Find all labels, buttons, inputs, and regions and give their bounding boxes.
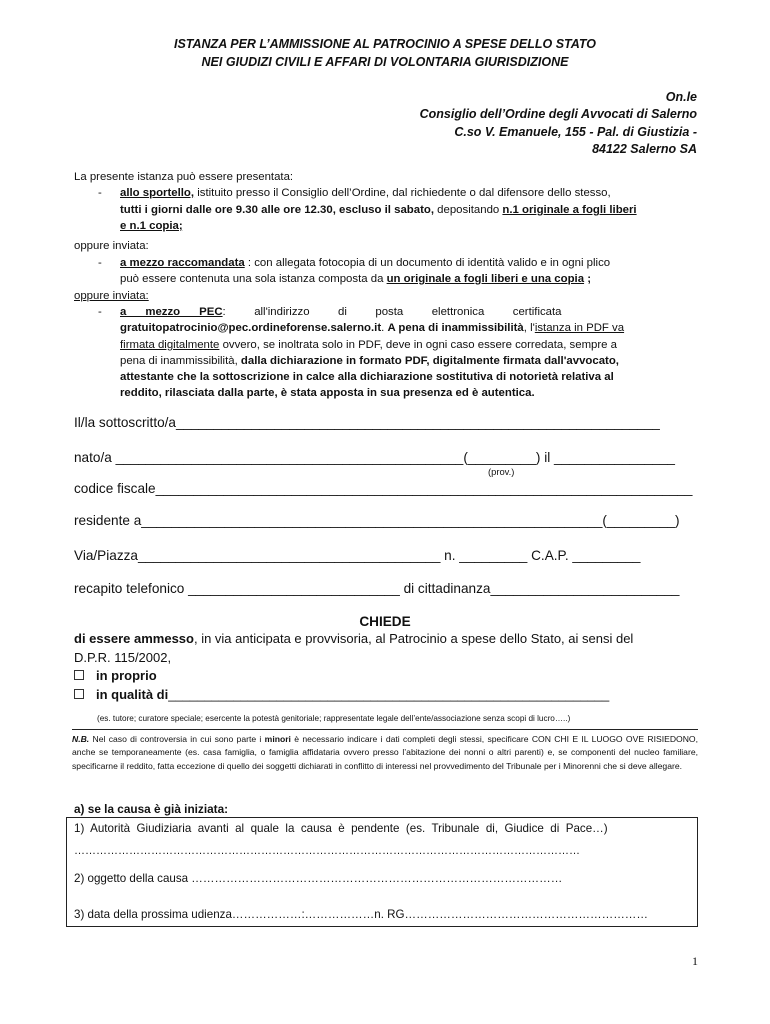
pec-line3: firmata digitalmente ovvero, se inoltrata solo in PDF, deve in ogni caso essere corredata, sempre a: [120, 339, 618, 351]
field-residente[interactable]: residente a_____________________________________________________________(_________): [74, 513, 680, 528]
nb-note: N.B. Nel caso di controversia in cui sono parte i minori è necessario indicare i dati completi degli stessi, specificare CON CHI E IL LUOGO OVE RISIEDONO, anche se temporaneamente (es. casa famiglia, o famiglia affidataria ovvero presso l’abitazione dei nonni o altri parenti) e, se componenti del nucleo familiare, specificarne il reddito, fatta eccezione di quello dei soggetti dichiarati in conflitto di interessi nel provvedimento del Tribunale per i Minorenni che si deve allegare.: [72, 734, 698, 771]
section-a-row1[interactable]: 1) Autorità Giudiziaria avanti al quale la causa è pendente (es. Tribunale di, Giudice di Pace…): [74, 822, 608, 835]
pec-line6: reddito, rilasciata dalla parte, è stata apposta in sua presenza ed è autentica.: [120, 387, 535, 399]
prov-label: (prov.): [488, 466, 515, 477]
pec-line1: a mezzo PEC: all'indirizzo di posta elettronica certificata: [120, 306, 562, 318]
chiede-lead-line2: D.P.R. 115/2002,: [74, 650, 172, 665]
pec-line5: attestante che la sottoscrizione in calce alla dichiarazione sostitutiva di notorietà relativa al: [120, 371, 614, 383]
checkbox-in-qualita[interactable]: [74, 689, 84, 699]
chiede-heading: CHIEDE: [359, 614, 411, 629]
section-a-row1-dots[interactable]: …………………………………………………………………………………………………………………………: [74, 845, 580, 857]
pec-line2: gratuitopatrocinio@pec.ordineforense.salerno.it. A pena di inammissibilità, l'istanza in PDF va: [120, 322, 625, 334]
intro-lead: La presente istanza può essere presentata:: [74, 171, 294, 183]
addressee-line1: On.le: [665, 90, 697, 104]
page-number: 1: [692, 954, 698, 968]
bullet-dash: -: [98, 306, 102, 318]
field-recapito[interactable]: recapito telefonico ____________________________ di cittadinanza_________________________: [74, 581, 680, 596]
field-codice-fiscale[interactable]: codice fiscale_______________________________________________________________________: [74, 481, 693, 496]
bullet-dash: -: [98, 187, 102, 199]
oppure-inviata-1: oppure inviata:: [74, 240, 149, 252]
sportello-line1: allo sportello, istituito presso il Consiglio dell’Ordine, dal richiedente o dal difensore dello stesso,: [120, 187, 611, 199]
field-via-piazza[interactable]: Via/Piazza________________________________________ n. _________ C.A.P. _________: [74, 548, 641, 563]
checkbox-in-proprio[interactable]: [74, 670, 84, 680]
addressee-line2: Consiglio dell’Ordine degli Avvocati di Salerno: [419, 107, 697, 121]
section-a-heading: a) se la causa è già iniziata:: [74, 802, 229, 816]
sportello-line3: e n.1 copia;: [120, 220, 183, 232]
raccomandata-line1: a mezzo raccomandata : con allegata fotocopia di un documento di identità valido e in ogni plico: [120, 257, 611, 269]
option-in-proprio[interactable]: in proprio: [74, 668, 157, 683]
document-title-line2: NEI GIUDIZI CIVILI E AFFARI DI VOLONTARIA GIURISDIZIONE: [201, 55, 569, 69]
pec-line4: pena di inammissibilità, dalla dichiarazione in formato PDF, digitalmente firmata dall'avvocato,: [120, 355, 619, 367]
oppure-inviata-2: oppure inviata:: [74, 290, 149, 302]
raccomandata-line2: può essere contenuta una sola istanza composta da un originale a fogli liberi e una copia ;: [120, 273, 592, 285]
section-a-top-line: [66, 817, 698, 818]
option-in-qualita[interactable]: in qualità di_____________________________________________________________: [74, 687, 609, 702]
sportello-line2: tutti i giorni dalle ore 9.30 alle ore 12.30, escluso il sabato, depositando n.1 originale a fogli liberi: [120, 204, 637, 216]
addressee-line4: 84122 Salerno SA: [592, 142, 697, 156]
field-sottoscritto[interactable]: Il/la sottoscritto/a________________________________________________________________: [74, 415, 660, 430]
document-title-line1: ISTANZA PER L’AMMISSIONE AL PATROCINIO A SPESE DELLO STATO: [173, 37, 596, 51]
field-nato[interactable]: nato/a ______________________________________________(_________) il ________________: [74, 450, 675, 465]
addressee-line3: C.so V. Emanuele, 155 - Pal. di Giustizia -: [454, 125, 697, 139]
section-a-row3[interactable]: 3) data della prossima udienza………………:………………n. RG………………………………………………………: [74, 908, 648, 921]
nb-divider: [72, 729, 698, 730]
in-qualita-examples: (es. tutore; curatore speciale; esercente la potestà genitoriale; rappresentate legale dell’ente/associazione senza scopi di lucro…..): [97, 714, 571, 723]
pec-address: gratuitopatrocinio@pec.ordineforense.salerno.it: [120, 322, 382, 334]
section-a-row2[interactable]: 2) oggetto della causa ……………………………………………………………………………………: [74, 872, 563, 885]
chiede-lead: di essere ammesso, in via anticipata e provvisoria, al Patrocinio a spese dello Stato, ai sensi del: [74, 631, 634, 646]
bullet-dash: -: [98, 257, 102, 269]
in-qualita-line[interactable]: _____________________________________________________________: [168, 687, 610, 702]
